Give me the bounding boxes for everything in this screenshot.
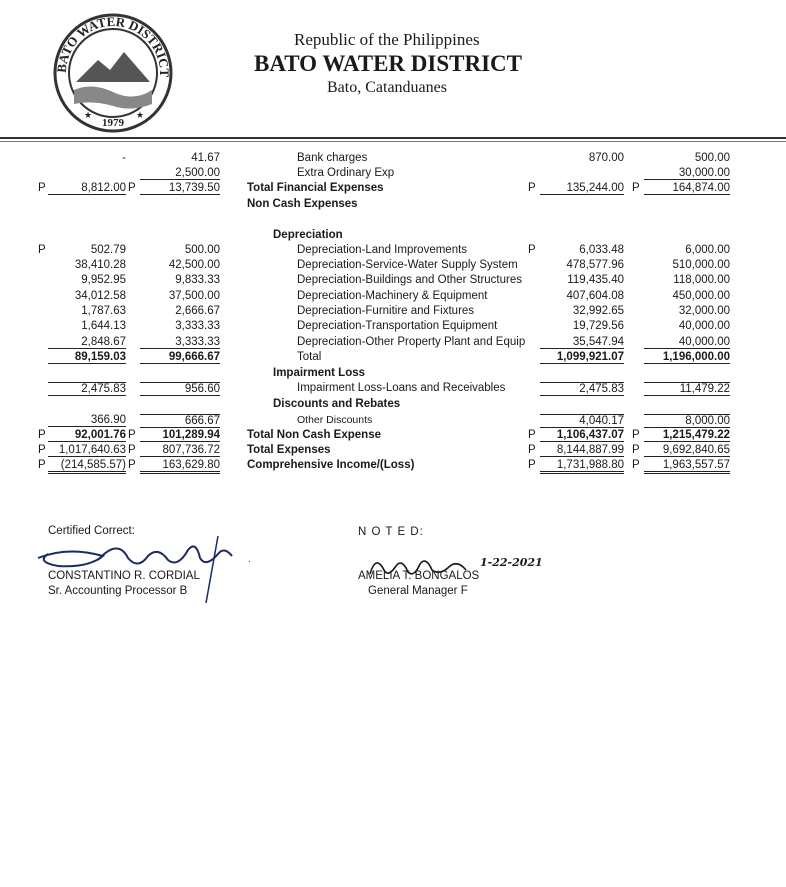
line-item-label: Depreciation-Transportation Equipment (297, 320, 498, 332)
amount-col2: 37,500.00 (168, 290, 220, 302)
svg-text:★: ★ (136, 110, 145, 120)
noted-label: N O T E D: (358, 526, 424, 538)
amount-col4: 32,000.00 (678, 305, 730, 317)
amount-col2: 9,833.33 (175, 274, 220, 286)
amount-col3: 32,992.65 (572, 305, 624, 317)
amount-col2: 3,333.33 (140, 336, 220, 349)
statement-row-d6 (0, 320, 786, 335)
amount-col3: 478,577.96 (566, 259, 624, 271)
statement-row-extra (0, 167, 786, 182)
line-item-label: Depreciation-Other Property Plant and Equip (297, 336, 526, 348)
line-item-label: Impairment Loss-Loans and Receivables (297, 382, 506, 394)
line-item-label: Total Expenses (247, 444, 331, 456)
left-signatory-name: CONSTANTINO R. CORDIAL (48, 570, 200, 582)
amount-col1: 502.79 (90, 244, 126, 256)
statement-row-ci (0, 459, 786, 474)
statement-row-disc (0, 398, 786, 413)
amount-col1: 92,001.76 (48, 429, 126, 442)
line-item-label: Other Discounts (297, 414, 373, 426)
statement-row-d5 (0, 305, 786, 320)
line-item-label: Depreciation-Land Improvements (297, 244, 468, 256)
amount-col2: 41.67 (191, 152, 220, 164)
peso-sign: P (632, 459, 640, 471)
amount-col3: 1,106,437.07 (540, 429, 624, 442)
svg-text:BATO WATER DISTRICT: BATO WATER DISTRICT (53, 13, 173, 78)
peso-sign: P (128, 182, 136, 194)
amount-col4: 40,000.00 (678, 320, 730, 332)
line-item-label: Depreciation-Service-Water Supply System (297, 259, 518, 271)
amount-col2: 2,500.00 (140, 167, 220, 180)
amount-col4: 450,000.00 (672, 290, 730, 302)
peso-sign: P (38, 182, 46, 194)
amount-col4: 40,000.00 (644, 336, 730, 349)
amount-col4: 1,963,557.57 (644, 459, 730, 474)
amount-col2: 3,333.33 (175, 320, 220, 332)
amount-col1: 2,848.67 (48, 336, 126, 349)
header-rule (0, 137, 786, 139)
peso-sign: P (632, 182, 640, 194)
amount-col4: 1,215,479.22 (644, 429, 730, 442)
water-district-seal-logo (52, 12, 174, 134)
line-item-label: Depreciation-Furnitire and Fixtures (297, 305, 475, 317)
peso-sign: P (528, 182, 536, 194)
amount-col1: 1,644.13 (81, 320, 126, 332)
amount-col1: 34,012.58 (74, 290, 126, 302)
line-item-label: Impairment Loss (273, 367, 366, 379)
amount-col4: 30,000.00 (644, 167, 730, 180)
statement-row-tfe (0, 182, 786, 197)
peso-sign: P (528, 459, 536, 471)
location-line: Bato, Catanduanes (327, 79, 447, 96)
statement-row-nce (0, 198, 786, 213)
amount-col2: 42,500.00 (168, 259, 220, 271)
amount-col3: 870.00 (588, 152, 624, 164)
amount-col1: 89,159.03 (48, 351, 126, 364)
line-item-label: Depreciation-Buildings and Other Structures (297, 274, 523, 286)
statement-row-d2 (0, 259, 786, 274)
amount-col4: 1,196,000.00 (644, 351, 730, 364)
amount-col3: 407,604.08 (566, 290, 624, 302)
svg-text:★: ★ (84, 110, 93, 120)
republic-line: Republic of the Philippines (294, 30, 480, 49)
amount-col2: 13,739.50 (140, 182, 220, 195)
amount-col4: 164,874.00 (644, 182, 730, 195)
amount-col1: 38,410.28 (74, 259, 126, 271)
peso-sign: P (528, 429, 536, 441)
amount-col3: 4,040.17 (540, 414, 624, 428)
amount-col2: 101,289.94 (140, 429, 220, 442)
peso-sign: P (128, 444, 136, 456)
peso-sign: P (38, 244, 46, 256)
amount-col3: 135,244.00 (540, 182, 624, 195)
peso-sign: P (38, 459, 46, 471)
amount-col2: 956.60 (140, 382, 220, 396)
amount-col1: (214,585.57) (48, 459, 126, 474)
line-item-label: Total (297, 351, 322, 363)
statement-row-te (0, 444, 786, 459)
amount-col1: 9,952.95 (81, 274, 126, 286)
amount-col1: 366.90 (48, 414, 126, 427)
statement-row-imp1 (0, 382, 786, 397)
right-signatory-title: General Manager F (368, 585, 468, 597)
line-item-label: Discounts and Rebates (273, 398, 401, 410)
amount-col1: - (122, 152, 126, 164)
svg-text:.: . (248, 554, 251, 565)
statement-row-d3 (0, 274, 786, 289)
amount-col3: 6,033.48 (579, 244, 624, 256)
statement-row-disc1 (0, 414, 786, 429)
amount-col1: 1,017,640.63 (48, 444, 126, 457)
svg-text:1979: 1979 (102, 117, 124, 129)
line-item-label: Comprehensive Income/(Loss) (247, 459, 415, 471)
statement-row-dep (0, 229, 786, 244)
statement-row-d4 (0, 290, 786, 305)
peso-sign: P (632, 429, 640, 441)
line-item-label: Total Non Cash Expense (247, 429, 381, 441)
statement-row-bank (0, 152, 786, 167)
amount-col3: 119,435.40 (567, 274, 624, 286)
amount-col2: 163,629.80 (140, 459, 220, 474)
amount-col1: 2,475.83 (48, 382, 126, 396)
line-item-label: Depreciation-Machinery & Equipment (297, 290, 488, 302)
peso-sign: P (528, 444, 536, 456)
line-item-label: Total Financial Expenses (247, 182, 384, 194)
statement-row-d1 (0, 244, 786, 259)
peso-sign: P (128, 459, 136, 471)
peso-sign: P (528, 244, 536, 256)
amount-col3: 2,475.83 (540, 382, 624, 396)
statement-row-dtot (0, 351, 786, 366)
amount-col3: 35,547.94 (540, 336, 624, 349)
amount-col3: 8,144,887.99 (540, 444, 624, 457)
statement-row-tnce (0, 429, 786, 444)
left-signatory-title: Sr. Accounting Processor B (48, 585, 188, 597)
amount-col4: 500.00 (694, 152, 730, 164)
amount-col4: 8,000.00 (644, 414, 730, 428)
amount-col4: 6,000.00 (685, 244, 730, 256)
certified-correct-label: Certified Correct: (48, 525, 135, 537)
amount-col3: 1,099,921.07 (540, 351, 624, 364)
amount-col1: 1,787.63 (81, 305, 126, 317)
peso-sign: P (128, 429, 136, 441)
peso-sign: P (38, 444, 46, 456)
amount-col4: 510,000.00 (672, 259, 730, 271)
line-item-label: Non Cash Expenses (247, 198, 358, 210)
amount-col4: 9,692,840.65 (644, 444, 730, 457)
amount-col2: 666.67 (140, 414, 220, 428)
amount-col1: 8,812.00 (48, 182, 126, 195)
district-title: BATO WATER DISTRICT (254, 51, 522, 76)
statement-row-imp (0, 367, 786, 382)
amount-col3: 1,731,988.80 (540, 459, 624, 474)
right-signatory-name: AMELIA T. BONGALOS (358, 570, 480, 582)
header-rule-thin (0, 141, 786, 142)
handwritten-date: 1-22-2021 (480, 556, 543, 569)
peso-sign: P (38, 429, 46, 441)
line-item-label: Depreciation (273, 229, 343, 241)
amount-col2: 500.00 (184, 244, 220, 256)
line-item-label: Extra Ordinary Exp (297, 167, 395, 179)
amount-col2: 99,666.67 (140, 351, 220, 364)
amount-col2: 2,666.67 (175, 305, 220, 317)
peso-sign: P (632, 444, 640, 456)
amount-col4: 11,479.22 (644, 382, 730, 396)
amount-col4: 118,000.00 (673, 274, 730, 286)
amount-col2: 807,736.72 (140, 444, 220, 457)
statement-row-d7 (0, 336, 786, 351)
amount-col3: 19,729.56 (572, 320, 624, 332)
line-item-label: Bank charges (297, 152, 368, 164)
